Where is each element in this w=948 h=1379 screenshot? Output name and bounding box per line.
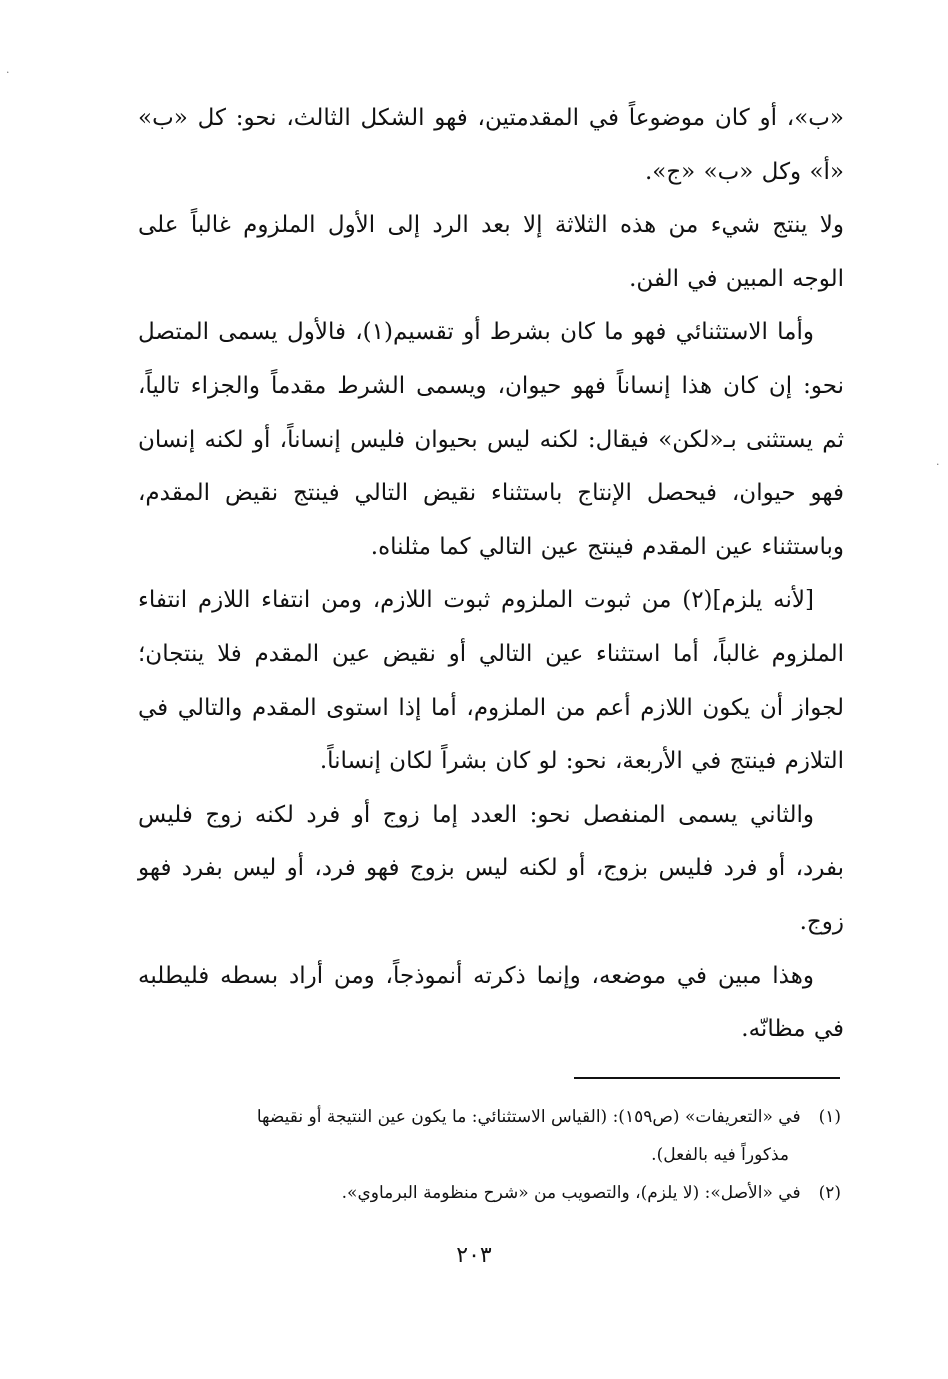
page-number: ٢٠٣ [456, 1243, 492, 1268]
footnote-1-continuation: مذكوراً فيه بالفعل). [651, 1145, 789, 1165]
footnote-number: (٢) [818, 1183, 841, 1203]
footnote-2 [138, 1174, 841, 1212]
paragraph-6: وهذا مبين في موضعه، وإنما ذكرته أنموذجاً، ومن أراد بسطه فليطلبه في مظانّه. [138, 962, 844, 1043]
footnote-text: في «التعريفات» (ص١٥٩): (القياس الاستثنائي: ما يكون عين النتيجة أو نقيضها [256, 1107, 801, 1127]
scan-edge-mark: · [6, 66, 10, 79]
main-text [138, 92, 844, 1057]
paragraph-3: وأما الاستثنائي فهو ما كان بشرط أو تقسيم(١)، فالأول يسمى المتصل نحو: إن كان هذا إنساناً فهو حيوان، ويسمى الشرط مقدماً والجزاء تالياً، ثم يستثنى بـ«لكن» فيقال: لكنه ليس بحيوان فليس إنساناً، أو لكنه إنسان فهو حيوان، فيحصل الإنتاج باستثناء نقيض التالي فينتج نقيض المقدم، وباستثناء عين المقدم فينتج عين التالي كما مثلناه. [138, 319, 845, 560]
paragraph-2: ولا ينتج شيء من هذه الثلاثة إلا بعد الرد إلى الأول الملزوم غالباً على الوجه المبين في الفن. [138, 212, 844, 292]
paragraph-1: «ب»، أو كان موضوعاً في المقدمتين، فهو الشكل الثالث، نحو: كل «ب» «أ» وكل «ب» «ج». [138, 105, 844, 185]
footnote-1 [138, 1098, 841, 1136]
paragraph-5: والثاني يسمى المنفصل نحو: العدد إما زوج أو فرد لكنه زوج فليس بفرد، أو فرد فليس بزوج، أو لكنه ليس بزوج فهو فرد، أو ليس بفرد فهو زوج. [138, 801, 844, 935]
scan-edge-mark: · [936, 458, 940, 471]
footnote-separator [574, 1077, 840, 1079]
footnote-text: في «الأصل»: (لا يلزم)، والتصويب من «شرح منظومة البرماوي». [341, 1183, 801, 1203]
paragraph-4: [لأنه يلزم](٢) من ثبوت الملزوم ثبوت اللازم، ومن انتفاء اللازم انتفاء الملزوم غالباً، أما استثناء عين التالي أو نقيض عين المقدم فلا ينتجان؛ لجواز أن يكون اللازم أعم من الملزوم، أما إذا استوى المقدم والتالي في التلازم فينتج في الأربعة، نحو: لو كان بشراً لكان إنساناً. [138, 587, 844, 775]
footnote-number: (١) [818, 1107, 841, 1127]
footnotes [138, 1098, 841, 1212]
